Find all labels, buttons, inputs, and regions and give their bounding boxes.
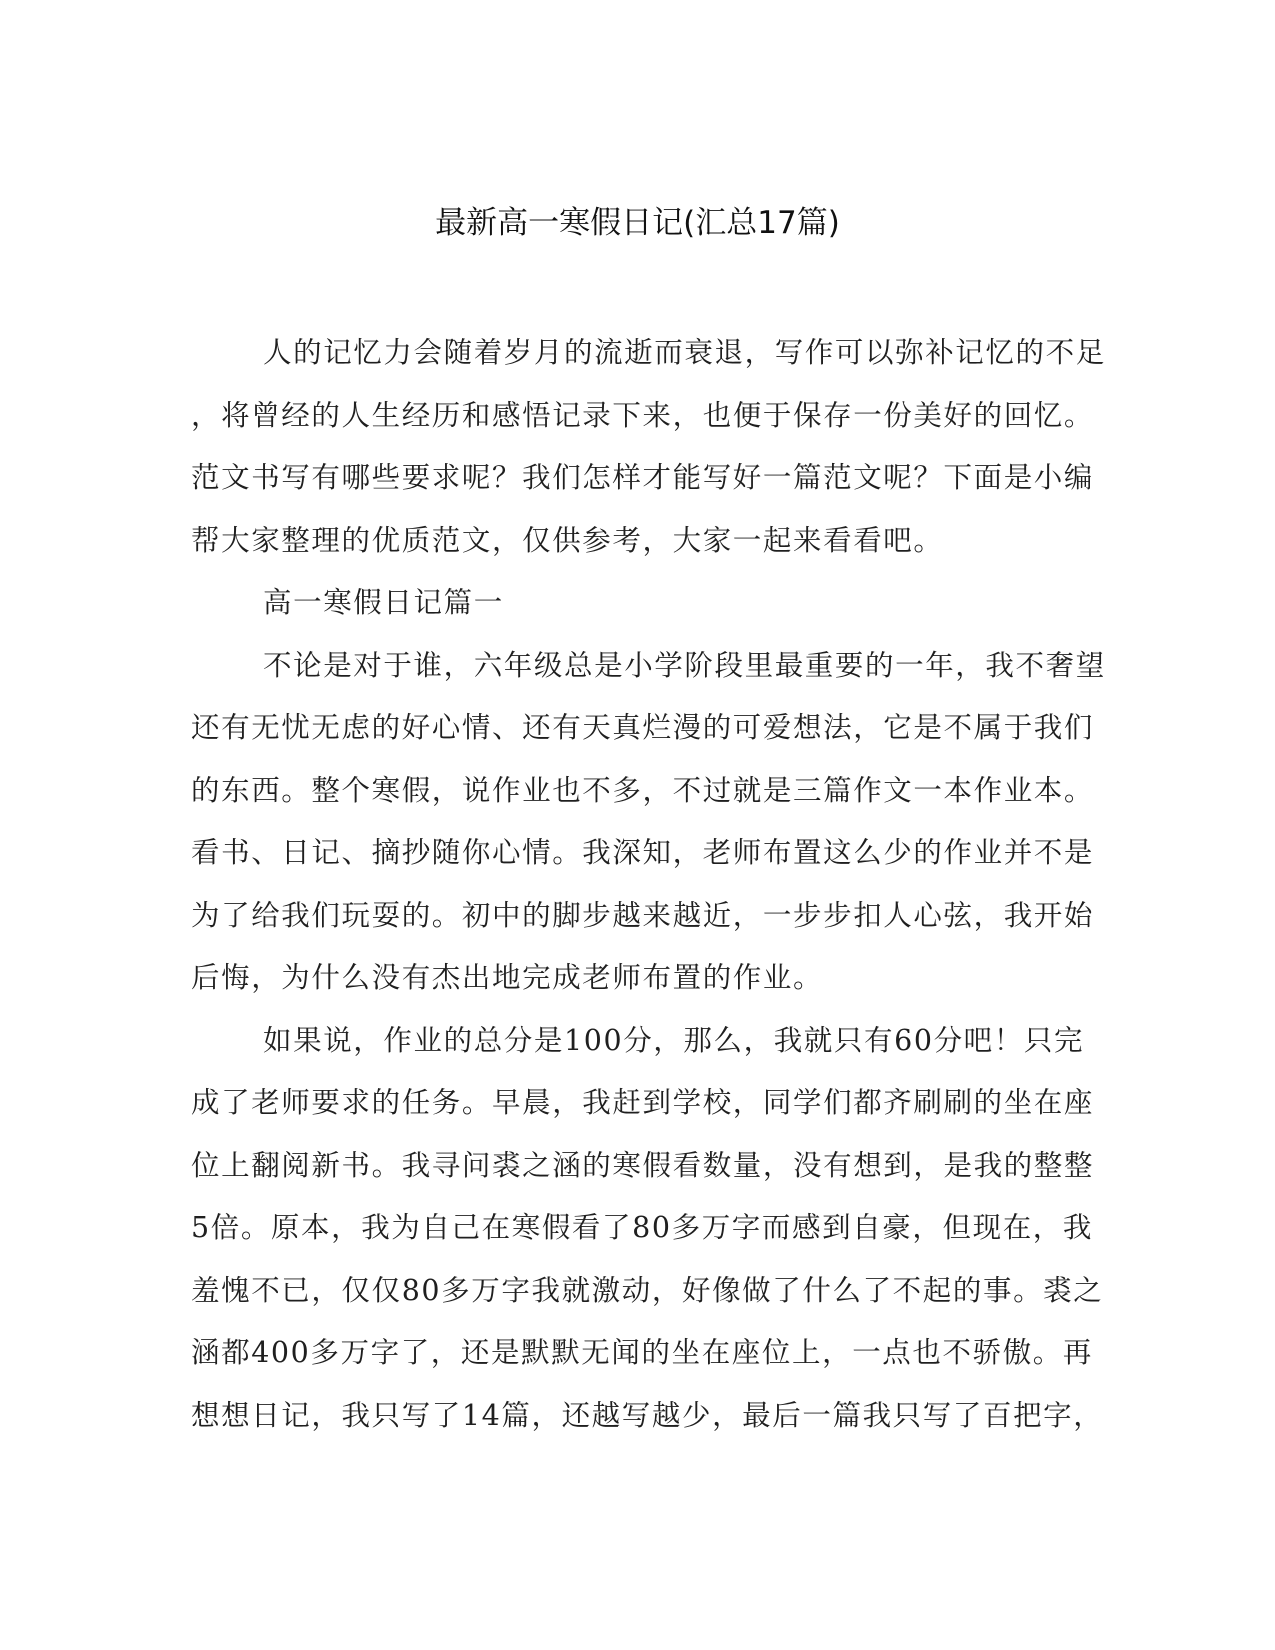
text-line-9: 看书、日记、摘抄随你心情。我深知，老师布置这么少的作业并不是 (191, 836, 1095, 869)
text-line-4: 帮大家整理的优质范文，仅供参考，大家一起来看看吧。 (191, 523, 944, 557)
text-line-3: 范文书写有哪些要求呢？我们怎样才能写好一篇范文呢？下面是小编 (191, 461, 1095, 494)
text-line-10: 为了给我们玩耍的。初中的脚步越来越近，一步步扣人心弦，我开始 (191, 898, 1095, 932)
section-heading: 高一寒假日记篇一 (263, 586, 504, 619)
document-body (191, 322, 1106, 1447)
text-line-2: ，将曾经的人生经历和感悟记录下来，也便于保存一份美好的回忆。 (191, 398, 1095, 432)
text-line-7: 还有无忧无虑的好心情、还有天真烂漫的可爱想法，它是不属于我们 (191, 711, 1095, 744)
text-line-14: 位上翻阅新书。我寻问裘之涵的寒假看数量，没有想到，是我的整整 (191, 1148, 1095, 1182)
text-line-1: 人的记忆力会随着岁月的流逝而衰退，写作可以弥补记忆的不足 (263, 336, 1106, 369)
text-line-18: 想想日记，我只写了14篇，还越写越少，最后一篇我只写了百把字， (191, 1398, 1104, 1432)
text-line-11: 后悔，为什么没有杰出地完成老师布置的作业。 (191, 961, 824, 994)
text-line-15: 5倍。原本，我为自己在寒假看了80多万字而感到自豪，但现在，我 (191, 1211, 1093, 1244)
text-line-6: 不论是对于谁，六年级总是小学阶段里最重要的一年，我不奢望 (263, 648, 1106, 682)
text-line-8: 的东西。整个寒假，说作业也不多，不过就是三篇作文一本作业本。 (191, 773, 1095, 807)
text-line-13: 成了老师要求的任务。早晨，我赶到学校，同学们都齐刷刷的坐在座 (191, 1086, 1095, 1119)
text-line-17: 涵都400多万字了，还是默默无闻的坐在座位上，一点也不骄傲。再 (191, 1336, 1093, 1369)
text-line-12: 如果说，作业的总分是100分，那么，我就只有60分吧！只完 (263, 1023, 1085, 1057)
text-line-16: 羞愧不已，仅仅80多万字我就激动，好像做了什么了不起的事。裘之 (191, 1273, 1104, 1307)
page-title: 最新高一寒假日记(汇总17篇) (435, 205, 840, 241)
